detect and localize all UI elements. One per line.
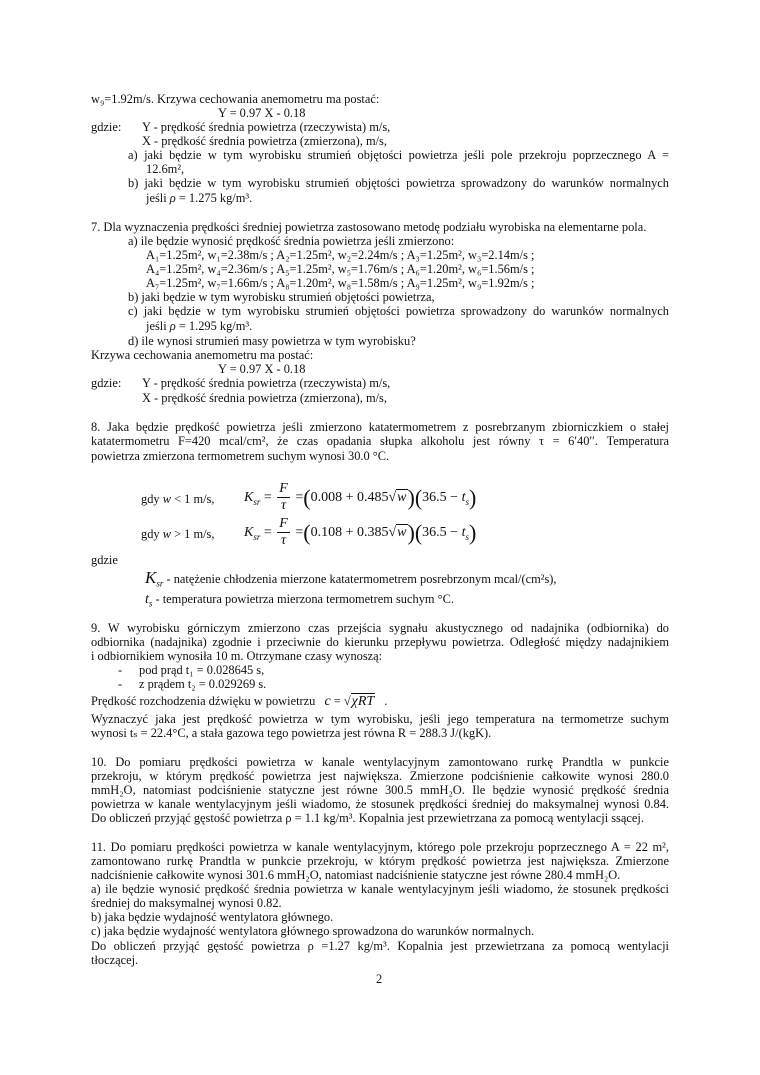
ts-definition: $t_s$ - temperatura powietrza mierzona termometrem suchym °C. xyxy=(145,592,454,609)
page-number: 2 xyxy=(376,972,383,986)
problem-10-line: przekroju, w którym prędkość powietrza jest największa. Zmierzone podciśnienie całkowite wynosi 280.0 xyxy=(91,769,669,783)
problem-11-line: c) jaka będzie wydajność wentylatora głównego sprowadzona do warunków normalnych. xyxy=(91,924,535,938)
rho-symbol: ρ xyxy=(169,319,176,333)
problem-8-line: powietrza zmierzona termometrem suchym wynosi 30.0 °C. xyxy=(91,449,390,463)
condition-2: gdy w > 1 m/s, xyxy=(141,527,215,541)
problem-10-line: 10. Do pomiaru prędkości powietrza w kanale wentylacyjnym zamontowano rurkę Prandtla w punkcie xyxy=(91,755,669,769)
rho-symbol: ρ xyxy=(169,191,176,205)
problem-9-line: i odbiornikiem wynosiła 10 m. Otrzymane czasy wynoszą: xyxy=(91,649,383,663)
problem-11-line: zamontowano rurkę Prandtla w punkcie przekroju, w którym prędkość powietrza jest największa. Zmierzone xyxy=(91,854,669,868)
gdzie-label: gdzie: xyxy=(91,376,122,390)
problem-11-line: średniej do maksymalnej wynosi 0.82. xyxy=(91,896,282,910)
condition-1: gdy w < 1 m/s, xyxy=(141,492,215,506)
problem-11-line: tłoczącej. xyxy=(91,953,139,967)
y-definition: Y - prędkość średnia powietrza (rzeczywista) m/s, xyxy=(142,120,391,134)
question-b: b) jaki będzie w tym wyrobisku strumień objętości powietrza sprowadzony do warunków normalnych xyxy=(128,176,669,190)
question-b: b) jaki będzie w tym wyrobisku strumień objętości powietrza, xyxy=(128,290,435,304)
question-a: a) ile będzie wynosić prędkość średnia powietrza jeśli zmierzono: xyxy=(128,234,455,248)
bullet: - xyxy=(118,663,123,677)
x-definition: X - prędkość średnia powietrza (zmierzona), m/s, xyxy=(142,391,387,405)
text-line: w₉=1.92m/s. Krzywa cechowania anemometru ma postać: xyxy=(91,92,380,106)
gdzie-label: gdzie xyxy=(91,553,118,567)
calibration-equation: Y = 0.97 X - 0.18 xyxy=(218,362,306,376)
problem-10-line: mmH₂O, natomiast podciśnienie statyczne jest równe 300.5 mmH₂O. Ile będzie wynosić prędkość średnia xyxy=(91,783,669,797)
ksr-definition: $K_{sr}$ - natężenie chłodzenia mierzone katatermometrem posrebrzonym mcal/(cm²s), xyxy=(145,568,557,589)
question-d: d) ile wynosi strumień masy powietrza w tym wyrobisku? xyxy=(128,334,416,348)
bullet: - xyxy=(118,677,123,691)
question-a: a) jaki będzie w tym wyrobisku strumień objętości powietrza jeśli pole przekroju poprzecznego A = xyxy=(128,148,669,162)
measurement-row: A₁=1.25m², w₁=2.38m/s ; A₂=1.25m², w₂=2.24m/s ; A₃=1.25m², w₃=2.14m/s ; xyxy=(146,248,535,262)
problem-10-line: Do obliczeń przyjąć gęstość powietrza ρ = 1.1 kg/m³. Kopalnia jest przewietrzana za pomocą wentylacji ssącej. xyxy=(91,811,644,825)
problem-8-line: katatermometru F=420 mcal/cm², że czas opadania słupka alkoholu jest równy τ = 6′40′′. Temperatura xyxy=(91,434,669,448)
problem-7-title: 7. Dla wyznaczenia prędkości średniej powietrza zastosowano metodę podziału wyrobiska na elementarne pola. xyxy=(91,220,647,234)
calibration-equation: Y = 0.97 X - 0.18 xyxy=(218,106,306,120)
problem-9-line: Wyznaczyć jaka jest prędkość powietrza w tym wyrobisku, jeśli jego temperatura na termometrze suchym xyxy=(91,712,669,726)
problem-8-line: 8. Jaka będzie prędkość powietrza jeśli zmierzono katatermometrem z posrebrzanym zbiorniczkiem o stałej xyxy=(91,420,669,434)
formula-1: $K_{sr}$ = $\frac{F}{\tau}$ $=(0.008 + 0.485√w)(36.5 - t_s)$ xyxy=(244,481,477,514)
problem-11-line: a) ile będzie wynosić prędkość średnia powietrza w kanale wentylacyjnym jeśli wiadomo, że stosunek prędkości xyxy=(91,882,669,896)
question-c-cont: jeśli ρ = 1.295 kg/m³. xyxy=(146,319,253,333)
time-t1: pod prąd t₁ = 0.028645 s, xyxy=(139,663,265,677)
problem-9-line: wynosi tₛ = 22.4°C, a stała gazowa tego powietrza jest równa R = 288.3 J/(kgK). xyxy=(91,726,492,740)
measurement-row: A₇=1.25m², w₇=1.66m/s ; A₈=1.20m², w₈=1.58m/s ; A₉=1.25m², w₉=1.92m/s ; xyxy=(146,276,535,290)
x-definition: X - prędkość średnia powietrza (zmierzona), m/s, xyxy=(142,134,387,148)
text-line: Krzywa cechowania anemometru ma postać: xyxy=(91,348,314,362)
problem-10-line: powietrza w kanale wentylacyjnym jeśli wiadomo, że stosunek prędkości średniej do maksymalnej wynosi 0.84. xyxy=(91,797,669,811)
sound-speed-line: Prędkość rozchodzenia dźwięku w powietrzu c = √χRT . xyxy=(91,694,388,709)
problem-9-line: 9. W wyrobisku górniczym zmierzono czas przejścia sygnału akustycznego od nadajnika (odbiornika) do xyxy=(91,621,669,635)
y-definition: Y - prędkość średnia powietrza (rzeczywista) m/s, xyxy=(142,376,391,390)
time-t2: z prądem t₂ = 0.029269 s. xyxy=(139,677,267,691)
problem-11-line: 11. Do pomiaru prędkości powietrza w kanale wentylacyjnym, którego pole przekroju poprzecznego A = 22 m², xyxy=(91,840,669,854)
gdzie-label: gdzie: xyxy=(91,120,122,134)
question-b-cont: jeśli ρ = 1.275 kg/m³. xyxy=(146,191,253,205)
sqrt-chi-rt: χRT xyxy=(351,694,375,709)
measurement-row: A₄=1.25m², w₄=2.36m/s ; A₅=1.25m², w₅=1.76m/s ; A₆=1.20m², w₆=1.56m/s ; xyxy=(146,262,535,276)
question-c: c) jaki będzie w tym wyrobisku strumień objętości powietrza sprowadzony do warunków normalnych xyxy=(128,304,669,318)
problem-9-line: odbiornika (nadajnika) zgodnie i przeciwnie do kierunku przepływu powietrza. Odległość między nadajnikiem xyxy=(91,635,669,649)
question-a-cont: 12.6m², xyxy=(146,162,185,176)
problem-11-line: nadciśnienie całkowite wynosi 301.6 mmH₂O, natomiast nadciśnienie statyczne jest równe 280.4 mmH₂O. xyxy=(91,868,621,882)
problem-11-line: b) jaka będzie wydajność wentylatora głównego. xyxy=(91,910,334,924)
problem-11-line: Do obliczeń przyjąć gęstość powietrza ρ =1.27 kg/m³. Kopalnia jest przewietrzana za pomocą wentylacji xyxy=(91,939,669,953)
formula-2: $K_{sr}$ = $\frac{F}{\tau}$ $=(0.108 + 0.385√w)(36.5 - t_s)$ xyxy=(244,516,477,549)
